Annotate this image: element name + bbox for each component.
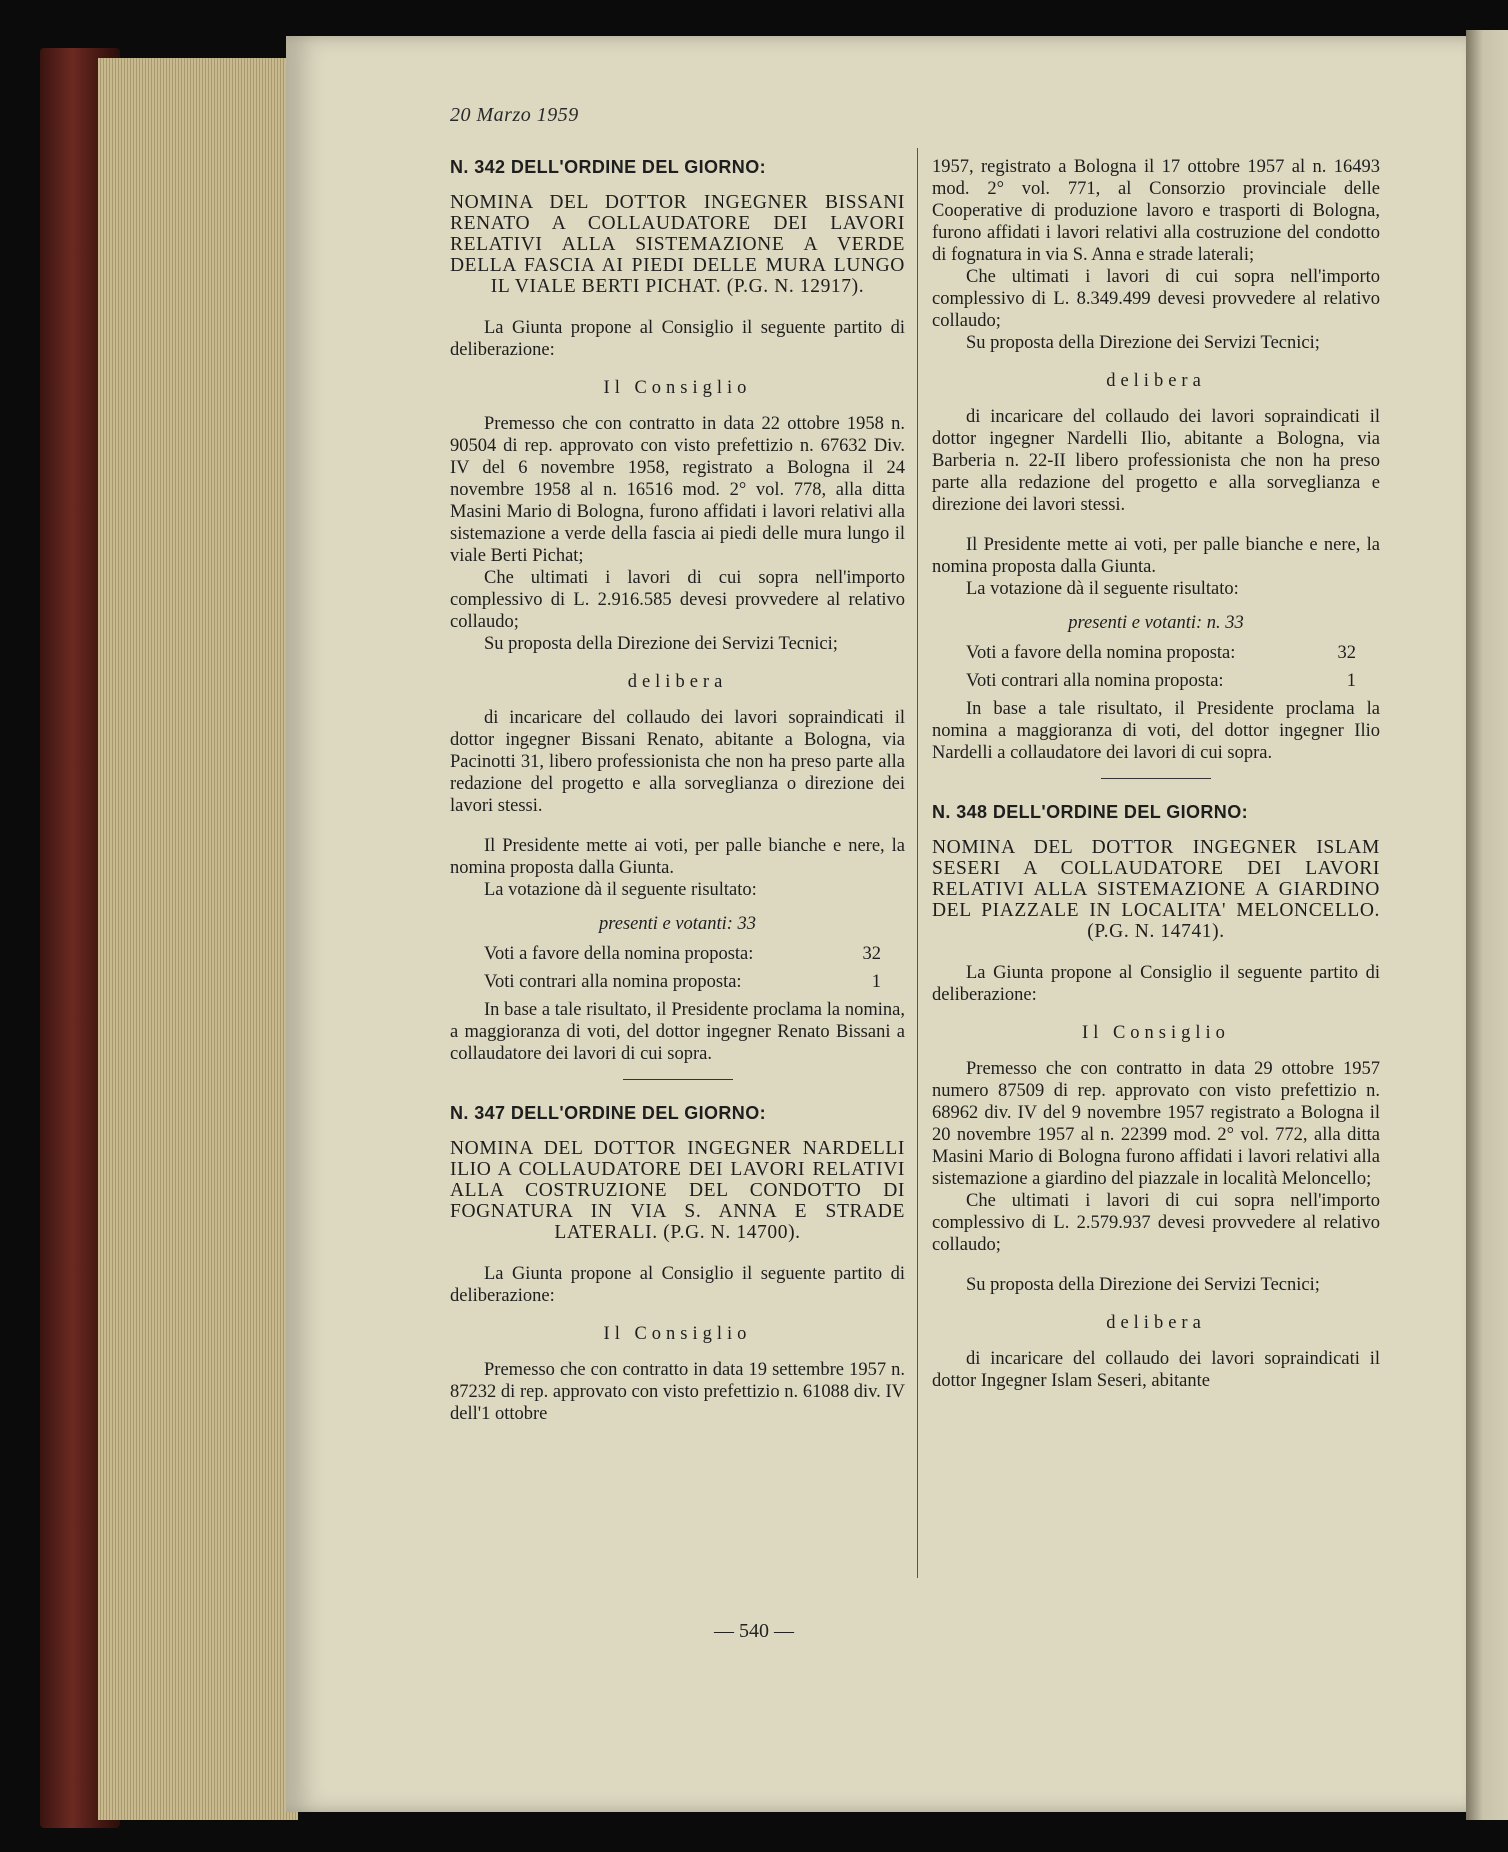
vote-contrari-label: Voti contrari alla nomina proposta: xyxy=(966,671,1224,691)
section-342-presenti: presenti e votanti: 33 xyxy=(598,914,757,934)
section-348-premesso: Premesso che con contratto in data 29 ottobre 1957 numero 87509 di rep. approvato con visto prefettizio n. 68962 div. IV del 9 novembre 1957 registrato a Bologna il 20 novembre 1957 al n. 22399 mod. 2° vol. 772, alla ditta Masini Mario di Bologna furono affidati i lavori relativi alla sistemazione a giardino del piazzale in località Meloncello; xyxy=(932,1059,1380,1189)
section-347-votazione: La votazione dà il seguente risultato: xyxy=(966,579,1239,599)
section-347-presidente: Il Presidente mette ai voti, per palle bianche e nere, la nomina proposta dalla Giunta. xyxy=(932,535,1380,577)
vote-contrari-value: 1 xyxy=(1346,671,1356,691)
section-347-su-proposta: Su proposta della Direzione dei Servizi Tecnici; xyxy=(966,333,1320,353)
section-342 xyxy=(450,156,905,1080)
section-342-vote-contrari xyxy=(450,971,905,993)
section-348-ultimati: Che ultimati i lavori di cui sopra nell'importo complessivo di L. 2.579.937 devesi provvedere al relativo collaudo; xyxy=(932,1191,1380,1255)
section-348 xyxy=(932,801,1380,1392)
section-342-title: NOMINA DEL DOTTOR INGEGNER BISSANI RENATO A COLLAUDATORE DEI LAVORI RELATIVI ALLA SISTEMAZIONE A VERDE DELLA FASCIA AI PIEDI DELLE MURA LUNGO IL VIALE BERTI PICHAT. (P.G. N. 12917). xyxy=(450,192,905,297)
section-348-consiglio: Il Consiglio xyxy=(1082,1023,1230,1043)
section-342-consiglio: Il Consiglio xyxy=(603,378,752,398)
section-347-consiglio: Il Consiglio xyxy=(603,1324,752,1344)
section-347-ultimati: Che ultimati i lavori di cui sopra nell'importo complessivo di L. 8.349.499 devesi provvedere al relativo collaudo; xyxy=(932,267,1380,331)
section-348-incaricare: di incaricare del collaudo dei lavori sopraindicati il dottor Ingegner Islam Seseri, abitante xyxy=(932,1349,1380,1391)
next-page-edge xyxy=(1466,30,1508,1820)
section-347-vote-favore xyxy=(932,642,1380,664)
section-347-continua: 1957, registrato a Bologna il 17 ottobre 1957 al n. 16493 mod. 2° vol. 771, al Consorzio provinciale delle Cooperative di produzione lavoro e trasporti di Bologna, furono affidati i lavori relativi alla costruzione del condotto di fognatura in via S. Anna e strade laterali; xyxy=(932,157,1380,265)
section-342-delibera: delibera xyxy=(627,672,728,692)
section-348-proposta: La Giunta propone al Consiglio il seguente partito di deliberazione: xyxy=(932,963,1380,1005)
section-347-delibera: delibera xyxy=(1106,371,1206,391)
section-342-proposta: La Giunta propone al Consiglio il seguente partito di deliberazione: xyxy=(450,318,905,360)
section-347-incaricare: di incaricare del collaudo dei lavori sopraindicati il dottor ingegner Nardelli Ilio, abitante a Bologna, via Barberia n. 22-II libero professionista che non ha preso parte alla redazione del progetto e alla sorveglianza e direzione dei lavori stessi. xyxy=(932,407,1380,515)
section-347-presenti: presenti e votanti: n. 33 xyxy=(1068,613,1244,633)
section-348-title: NOMINA DEL DOTTOR INGEGNER ISLAM SESERI A COLLAUDATORE DEI LAVORI RELATIVI ALLA SISTEMAZIONE A GIARDINO DEL PIAZZALE IN LOCALITA' MELONCELLO. (P.G. N. 14741). xyxy=(932,837,1380,942)
vote-favore-label: Voti a favore della nomina proposta: xyxy=(966,643,1236,663)
section-342-vote-favore xyxy=(450,943,905,965)
section-347-continued xyxy=(932,156,1380,779)
section-342-premesso: Premesso che con contratto in data 22 ottobre 1958 n. 90504 di rep. approvato con visto prefettizio n. 67632 Div. IV del 6 novembre 1958, registrato a Bologna il 24 novembre 1958 al n. 16516 mod. 2° vol. 778, alla ditta Masini Mario di Bologna, furono affidati i lavori relativi alla sistemazione a verde della fascia ai piedi delle mura lungo il viale Berti Pichat; xyxy=(450,414,905,566)
header-date: 20 Marzo 1959 xyxy=(450,104,579,126)
vote-favore-value: 32 xyxy=(1337,643,1356,663)
vote-favore-value: 32 xyxy=(862,944,881,964)
section-347-start xyxy=(450,1102,905,1425)
page-stack-edge xyxy=(98,58,298,1820)
section-347-premesso: Premesso che con contratto in data 19 settembre 1957 n. 87232 di rep. approvato con visto prefettizio n. 61088 div. IV dell'1 ottobre xyxy=(450,1360,905,1424)
vote-contrari-label: Voti contrari alla nomina proposta: xyxy=(484,972,742,992)
left-column xyxy=(450,156,905,1425)
vote-contrari-value: 1 xyxy=(871,972,881,992)
section-347-heading: N. 347 DELL'ORDINE DEL GIORNO: xyxy=(450,1103,766,1123)
page-number: — 540 — xyxy=(714,1620,794,1642)
column-divider xyxy=(917,148,918,1578)
section-342-risultato: In base a tale risultato, il Presidente proclama la nomina, a maggioranza di voti, del dottor ingegner Renato Bissani a collaudatore dei lavori di cui sopra. xyxy=(450,1000,905,1064)
section-342-heading: N. 342 DELL'ORDINE DEL GIORNO: xyxy=(450,157,766,177)
section-347-proposta: La Giunta propone al Consiglio il seguente partito di deliberazione: xyxy=(450,1264,905,1306)
section-342-presidente: Il Presidente mette ai voti, per palle bianche e nere, la nomina proposta dalla Giunta. xyxy=(450,836,905,878)
section-347-title: NOMINA DEL DOTTOR INGEGNER NARDELLI ILIO A COLLAUDATORE DEI LAVORI RELATIVI ALLA COSTRUZIONE DEL CONDOTTO DI FOGNATURA IN VIA S. ANNA E STRADE LATERALI. (P.G. N. 14700). xyxy=(450,1138,905,1243)
right-column xyxy=(932,156,1380,1392)
section-347-risultato: In base a tale risultato, il Presidente proclama la nomina a maggioranza di voti, del dottor ingegner Ilio Nardelli a collaudatore dei lavori di cui sopra. xyxy=(932,699,1380,763)
section-342-votazione: La votazione dà il seguente risultato: xyxy=(484,880,757,900)
section-342-su-proposta: Su proposta della Direzione dei Servizi Tecnici; xyxy=(484,634,838,654)
vote-favore-label: Voti a favore della nomina proposta: xyxy=(484,944,754,964)
section-347-vote-contrari xyxy=(932,670,1380,692)
section-348-su-proposta: Su proposta della Direzione dei Servizi Tecnici; xyxy=(966,1275,1320,1295)
section-348-delibera: delibera xyxy=(1106,1313,1206,1333)
section-342-incaricare: di incaricare del collaudo dei lavori sopraindicati il dottor ingegner Bissani Renato, abitante a Bologna, via Pacinotti 31, libero professionista che non ha preso parte alla redazione del progetto e alla sorveglianza o direzione dei lavori stessi. xyxy=(450,708,905,816)
section-348-heading: N. 348 DELL'ORDINE DEL GIORNO: xyxy=(932,802,1248,822)
section-divider xyxy=(1101,778,1211,779)
section-divider xyxy=(623,1079,733,1080)
section-342-ultimati: Che ultimati i lavori di cui sopra nell'importo complessivo di L. 2.916.585 devesi provvedere al relativo collaudo; xyxy=(450,568,905,632)
